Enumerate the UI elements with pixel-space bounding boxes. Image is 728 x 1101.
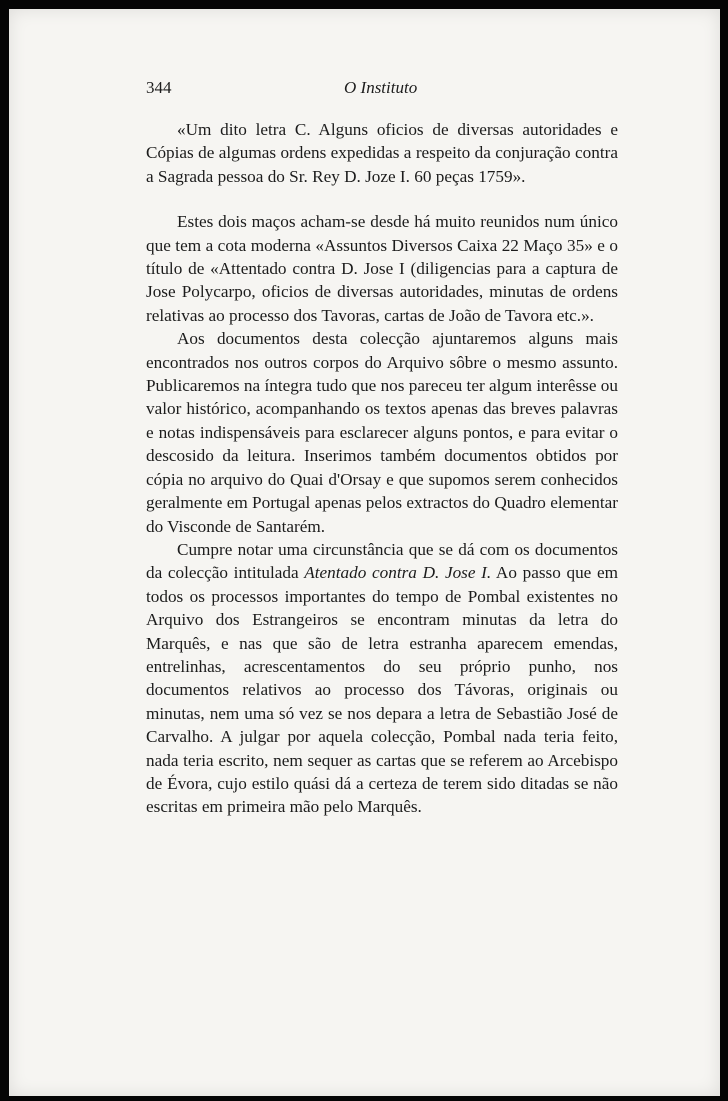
paragraph-quoted-entry: «Um dito letra C. Alguns oficios de diversas autoridades e Cópias de algumas ordens expedidas a respeito da conjuração contra a Sagrada pessoa do Sr. Rey D. Joze I. 60 peças 1759». xyxy=(146,120,618,186)
page-number: 344 xyxy=(146,78,172,97)
paragraph-observation xyxy=(146,538,618,819)
collection-title: Atentado contra D. Jose I. xyxy=(304,563,492,583)
page-body xyxy=(146,118,618,819)
paragraph-collection-description: Estes dois maços acham-se desde há muito reunidos num único que tem a cota moderna «Assuntos Diversos Caixa 22 Maço 35» e o título de «Attentado contra D. Jose I (diligencias para a captura de Jose Polycarpo, oficios de diversas autoridades, minutas de ordens relativas ao processo dos Tavoras, cartas de João de Tavora etc.». xyxy=(146,212,618,325)
paragraph-observation-start: Cumpre notar uma circunstância que se dá com os documentos da colecção intitulada xyxy=(146,539,618,583)
paragraph-observation-end: Ao passo que em todos os processos importantes do tempo de Pombal existentes no Arquivo dos Estrangeiros se encontram minutas da letra do Marquês, e nas que são de letra estranha aparecem emendas, entrelinhas, acrescentamentos do seu próprio punho, nos documentos relativos ao processo dos Távoras, originais ou minutas, nem uma só vez se nos depara a letra de Sebastião José de Carvalho. A julgar por aquela colecção, Pombal nada teria feito, nada teria escrito, nem sequer as cartas que se referem ao Arcebispo de Évora, cujo estilo quási dá a certeza de terem sido ditadas se não escritas em primeira mão pelo Marquês. xyxy=(146,563,618,817)
page-header xyxy=(146,78,618,102)
paragraph-documents: Aos documentos desta colecção ajuntaremos alguns mais encontrados nos outros corpos do Arquivo sôbre o mesmo assunto. Publicaremos na íntegra tudo que nos pareceu ter algum interêsse ou valor histórico, acompanhando os textos apenas das breves palavras e notas indispensáveis para esclarecer alguns pontos, e para evitar o descosido da leitura. Inserimos também documentos obtidos por cópia no arquivo do Quai d'Orsay e que supomos serem conhecidos geralmente em Portugal apenas pelos extractos do Quadro elementar do Visconde de Santarém. xyxy=(146,329,618,536)
running-title: O Instituto xyxy=(344,78,418,97)
